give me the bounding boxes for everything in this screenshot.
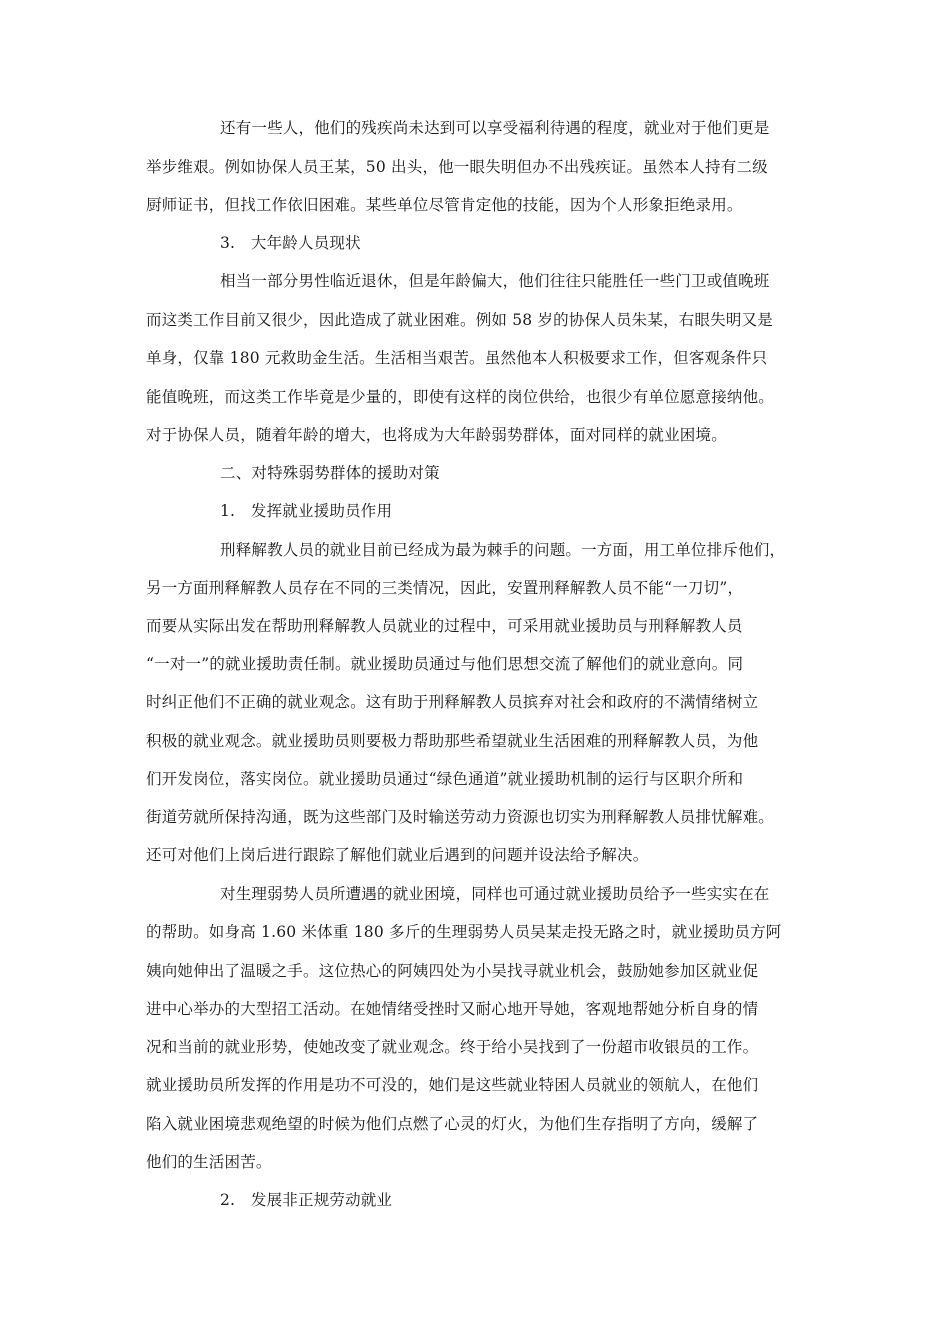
section-heading: 3. 大年龄人员现状 — [220, 234, 361, 252]
paragraph-line: 举步维艰。例如协保人员王某，50 出头，他一眼失明但办不出残疾证。虽然本人持有二级 — [146, 158, 768, 176]
paragraph-line: 对生理弱势人员所遭遇的就业困境，同样也可通过就业援助员给予一些实实在在 — [220, 885, 770, 903]
paragraph-line: 他们的生活困苦。 — [146, 1153, 272, 1171]
paragraph-line: 厨师证书，但找工作依旧困难。某些单位尽管肯定他的技能，因为个人形象拒绝录用。 — [146, 196, 743, 214]
paragraph-line: 还可对他们上岗后进行跟踪了解他们就业后遇到的问题并设法给予解决。 — [146, 846, 649, 864]
paragraph-line: 就业援助员所发挥的作用是功不可没的，她们是这些就业特困人员就业的领航人，在他们 — [146, 1076, 759, 1094]
paragraph-line: “一对一”的就业援助责任制。就业援助员通过与他们思想交流了解他们的就业意向。同 — [146, 655, 744, 673]
paragraph-line: 而这类工作目前又很少，因此造成了就业困难。例如 58 岁的协保人员朱某，右眼失明又是 — [146, 311, 773, 329]
paragraph-line: 进中心举办的大型招工活动。在她情绪受挫时又耐心地开导她，客观地帮她分析自身的情 — [146, 1000, 759, 1018]
paragraph-line: 街道劳就所保持沟通，既为这些部门及时输送劳动力资源也切实为刑释解教人员排忧解难。 — [146, 808, 775, 826]
paragraph-line: 的帮助。如身高 1.60 米体重 180 多斤的生理弱势人员吴某走投无路之时，就业援助员方阿 — [146, 923, 782, 941]
paragraph-line: 而要从实际出发在帮助刑释解教人员就业的过程中，可采用就业援助员与刑释解教人员 — [146, 617, 743, 635]
paragraph-line: 单身，仅靠 180 元救助金生活。生活相当艰苦。虽然他本人积极要求工作，但客观条件只 — [146, 349, 768, 367]
paragraph-line: 刑释解教人员的就业目前已经成为最为棘手的问题。一方面，用工单位排斥他们， — [220, 541, 786, 559]
paragraph-line: 况和当前的就业形势，使她改变了就业观念。终于给小吴找到了一份超市收银员的工作。 — [146, 1038, 759, 1056]
section-heading: 2. 发展非正规劳动就业 — [220, 1191, 393, 1209]
paragraph-line: 姨向她伸出了温暖之手。这位热心的阿姨四处为小吴找寻就业机会，鼓励她参加区就业促 — [146, 962, 759, 980]
paragraph-line: 对于协保人员，随着年龄的增大，也将成为大年龄弱势群体，面对同样的就业困境。 — [146, 426, 727, 444]
paragraph-line: 能值晚班，而这类工作毕竟是少量的，即使有这样的岗位供给，也很少有单位愿意接纳他。 — [146, 388, 775, 406]
paragraph-line: 还有一些人，他们的残疾尚未达到可以享受福利待遇的程度，就业对于他们更是 — [220, 119, 770, 137]
section-heading: 1. 发挥就业援助员作用 — [220, 502, 393, 520]
paragraph-line: 相当一部分男性临近退休，但是年龄偏大，他们往往只能胜任一些门卫或值晚班 — [220, 272, 770, 290]
paragraph-line: 们开发岗位，落实岗位。就业援助员通过“绿色通道”就业援助机制的运行与区职介所和 — [146, 770, 744, 788]
section-heading: 二、对特殊弱势群体的援助对策 — [220, 464, 440, 482]
paragraph-line: 时纠正他们不正确的就业观念。这有助于刑释解教人员摈弃对社会和政府的不满情绪树立 — [146, 693, 759, 711]
paragraph-line: 另一方面刑释解教人员存在不同的三类情况，因此，安置刑释解教人员不能“一刀切”， — [146, 579, 744, 597]
paragraph-line: 陷入就业困境悲观绝望的时候为他们点燃了心灵的灯火，为他们生存指明了方向，缓解了 — [146, 1115, 759, 1133]
paragraph-line: 积极的就业观念。就业援助员则要极力帮助那些希望就业生活困难的刑释解教人员，为他 — [146, 732, 759, 750]
